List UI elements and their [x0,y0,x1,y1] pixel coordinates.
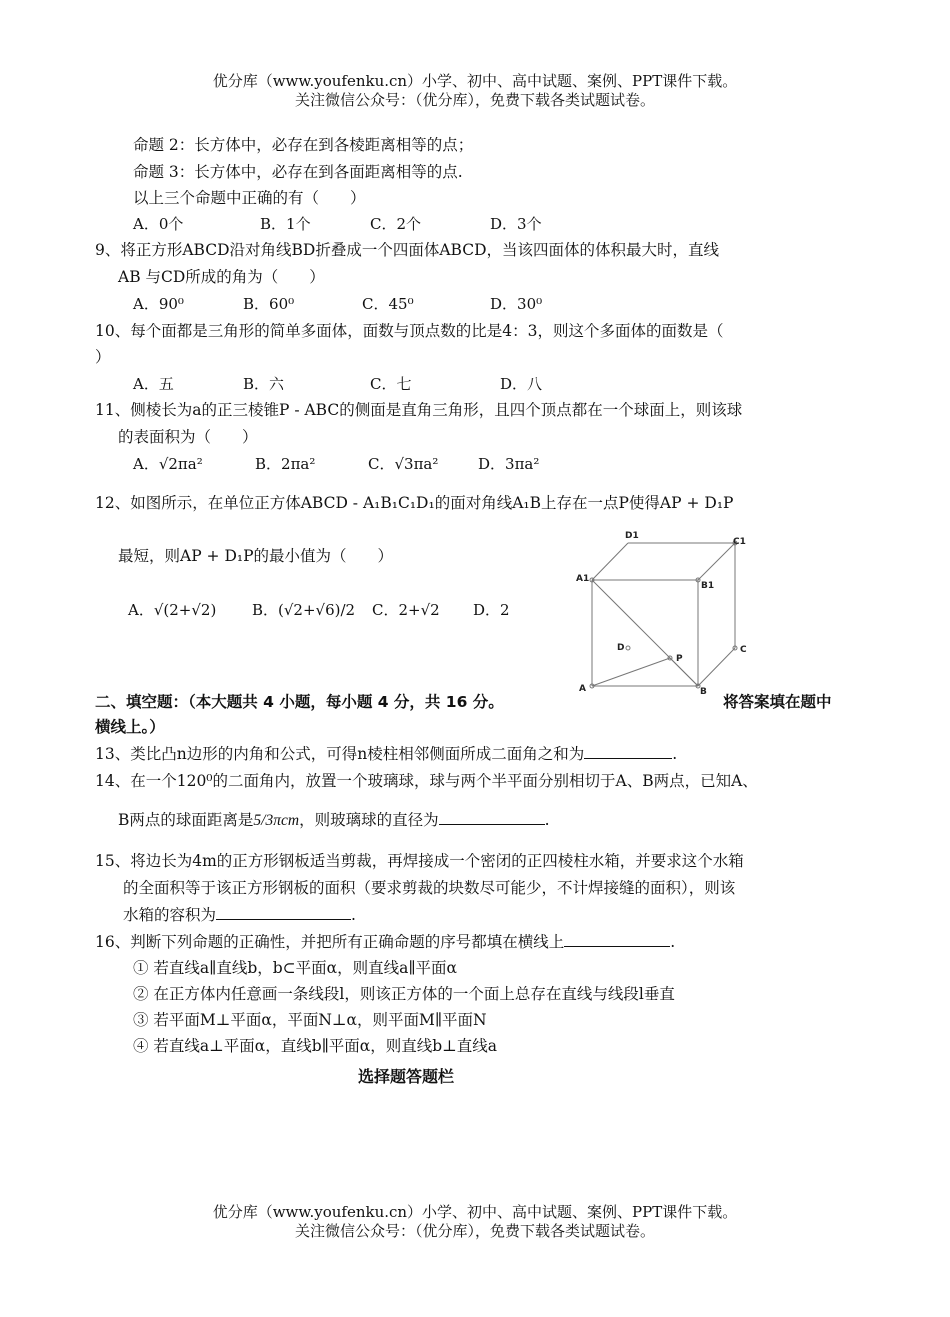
q14-distance: 5/3πcm [253,812,300,829]
q9-option-a: A．90⁰ [133,295,184,313]
q8-option-c: C．2个 [370,215,422,233]
label-b1: B1 [701,581,715,591]
q10-line2: ） [95,348,111,366]
q9-option-c: C．45⁰ [362,295,414,313]
q12-option-b: B．(√2+√6)/2 [252,601,356,619]
q11-line2: 的表面积为（ ） [118,428,258,446]
section2-title-c: 横线上。） [95,718,165,736]
q10-option-a: A．五 [133,375,174,393]
q11-option-c: C．√3πa² [368,455,439,473]
q15-line3-text: 水箱的容积为 [123,906,217,924]
q8-option-a: A．0个 [133,215,184,233]
q15-answer-blank[interactable] [216,905,351,920]
q11-line1: 11、侧棱长为a的正三棱锥P - ABC的侧面是直角三角形，且四个顶点都在一个球面上，则该球 [95,401,743,419]
q11-option-b: B．2πa² [255,455,316,473]
label-d: D [617,643,625,653]
q12-line2: 最短，则AP + D₁P的最小值为（ ） [118,547,394,565]
header-line-1: 优分库（www.youfenku.cn）小学、初中、高中试题、案例、PPT课件下载。 [212,72,738,90]
q9-option-d: D．30⁰ [490,295,543,313]
header-line-2: 关注微信公众号：（优分库），免费下载各类试题试卷。 [294,91,655,109]
label-a1: A1 [576,574,590,584]
q16-line1: 16、判断下列命题的正确性，并把所有正确命题的序号都填在横线上 . [95,933,676,951]
q16-line1-text: 16、判断下列命题的正确性，并把所有正确命题的序号都填在横线上 [95,933,565,951]
label-d1: D1 [625,531,639,541]
q14-line2c: ，则玻璃球的直径为 [299,811,439,829]
label-c: C [740,645,747,655]
section2-title-b: 将答案填在题中 [723,693,832,711]
q16-item-1: ① 若直线a∥直线b，b⊂平面α，则直线a∥平面α [133,959,457,977]
cube-figure [570,528,760,698]
q8-option-b: B．1个 [260,215,311,233]
q10-line1: 10、每个面都是三角形的简单多面体，面数与顶点数的比是4：3，则这个多面体的面数是（ [95,322,724,340]
q8-ask: 以上三个命题中正确的有（ ） [133,189,366,207]
q13-answer-blank[interactable] [584,744,672,759]
q15-line3: 水箱的容积为 . [123,906,356,924]
q16-answer-blank[interactable] [564,932,670,947]
q8-prop2: 命题 2：长方体中，必存在到各棱距离相等的点； [133,136,474,154]
q10-option-d: D．八 [500,375,543,393]
q12-option-d: D．2 [473,601,510,619]
q14-line2a: B两点的球面距离是 [118,811,254,829]
q16-item-2: ② 在正方体内任意画一条线段l，则该正方体的一个面上总存在直线与线段l垂直 [133,985,675,1003]
q14-answer-blank[interactable] [439,810,545,825]
q8-prop3: 命题 3：长方体中，必存在到各面距离相等的点. [133,163,463,181]
q10-option-b: B．六 [243,375,285,393]
q15-line1: 15、将边长为4m的正方形钢板适当剪裁，再焊接成一个密闭的正四棱柱水箱，并要求这个水箱 [95,852,744,870]
q11-option-d: D．3πa² [478,455,540,473]
q16-item-4: ④ 若直线a⊥平面α，直线b∥平面α，则直线b⊥直线a [133,1037,498,1055]
q14-line1: 14、在一个120⁰的二面角内，放置一个玻璃球，球与两个半平面分别相切于A、B两点，已知A、 [95,772,758,790]
q13: 13、类比凸n边形的内角和公式，可得n棱柱相邻侧面所成二面角之和为 . [95,745,678,763]
answer-section-title: 选择题答题栏 [358,1067,455,1086]
q11-option-a: A．√2πa² [133,455,203,473]
q13-text: 13、类比凸n边形的内角和公式，可得n棱柱相邻侧面所成二面角之和为 [95,745,585,763]
q9-line1: 9、将正方形ABCD沿对角线BD折叠成一个四面体ABCD，当该四面体的体积最大时，直线 [95,241,719,259]
footer-line-2: 关注微信公众号：（优分库），免费下载各类试题试卷。 [294,1222,655,1240]
label-b: B [700,687,707,697]
q12-line1: 12、如图所示，在单位正方体ABCD - A₁B₁C₁D₁的面对角线A₁B上存在一点P使得AP + D₁P [95,494,734,512]
label-p: P [676,654,683,664]
q12-option-a: A．√(2+√2) [128,601,217,619]
q12-option-c: C．2+√2 [372,601,440,619]
q16-item-3: ③ 若平面M⊥平面α，平面N⊥α，则平面M∥平面N [133,1011,487,1029]
q9-option-b: B．60⁰ [243,295,295,313]
label-c1: C1 [733,537,746,547]
q9-line2: AB 与CD所成的角为（ ） [118,268,325,286]
label-a: A [579,684,586,694]
section2-title-a: 二、填空题：（本大题共 4 小题，每小题 4 分，共 16 分。 [95,693,504,711]
q8-option-d: D．3个 [490,215,542,233]
q10-option-c: C．七 [370,375,412,393]
footer-line-1: 优分库（www.youfenku.cn）小学、初中、高中试题、案例、PPT课件下载。 [212,1203,738,1221]
q15-line2: 的全面积等于该正方形钢板的面积（要求剪裁的块数尽可能少，不计焊接缝的面积），则该 [123,879,736,897]
q14-line2: B两点的球面距离是5/3πcm，则玻璃球的直径为 . [118,811,550,829]
